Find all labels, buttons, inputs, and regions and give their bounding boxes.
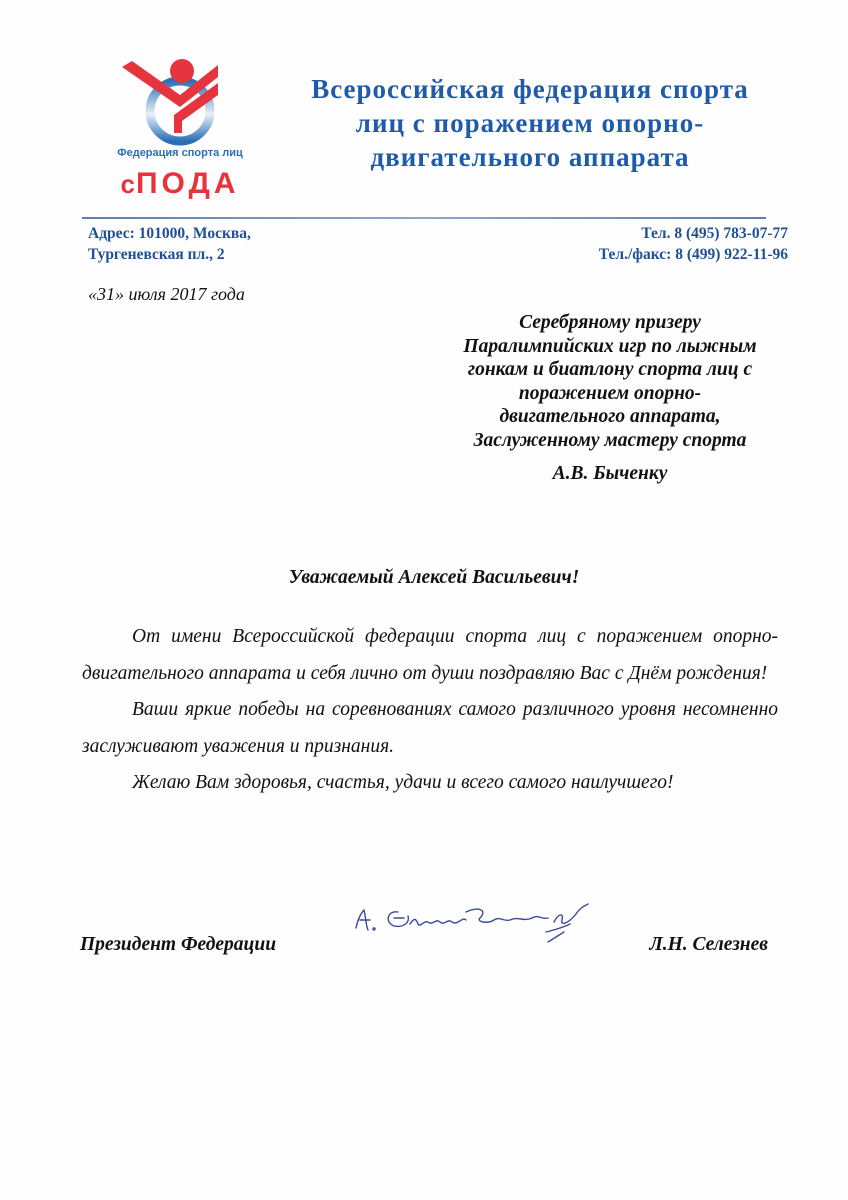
body-paragraph: Ваши яркие победы на соревнованиях самого различного уровня несомненно заслуживают уважения и признания.: [82, 699, 778, 757]
signatory-position: Президент Федерации: [80, 934, 277, 955]
body-paragraph: От имени Всероссийской федерации спорта лиц с поражением опорно-двигательного аппарата и себя лично от души поздравляю Вас с Днём рождения!: [82, 626, 778, 684]
organization-title: Всероссийская федерация спорта лиц с поражением опорно- двигательного аппарата: [311, 74, 749, 172]
letter-body: [82, 619, 778, 802]
logo-head: [170, 59, 194, 83]
addressee-block: Серебряному призеру Паралимпийских игр по лыжным гонкам и биатлону спорта лиц с поражением опорно- двигательного аппарата, Заслуженному мастеру спорта А.В. Быченку: [420, 311, 800, 486]
signatory-name: Л.Н. Селезнев: [649, 934, 768, 955]
handwritten-signature-icon: [348, 898, 608, 958]
body-paragraph: Желаю Вам здоровья, счастья, удачи и всего самого наилучшего!: [132, 772, 674, 793]
salutation: Уважаемый Алексей Васильевич!: [288, 567, 580, 588]
logo-emblem-icon: [110, 55, 250, 150]
letter-date: «31» июля 2017 года: [88, 284, 245, 304]
logo-wordmark: сПОДА: [120, 167, 240, 200]
logo-caption: Федерация спорта лиц: [117, 147, 243, 159]
address-block: Адрес: 101000, Москва, Тургеневская пл., 2: [88, 225, 251, 263]
addressee-name: А.В. Быченку: [552, 463, 668, 484]
phone-block: Тел. 8 (495) 783-07-77 Тел./факс: 8 (499) 922-11-96: [598, 225, 788, 263]
letterhead-divider: [82, 217, 766, 219]
federation-logo: [100, 55, 260, 205]
